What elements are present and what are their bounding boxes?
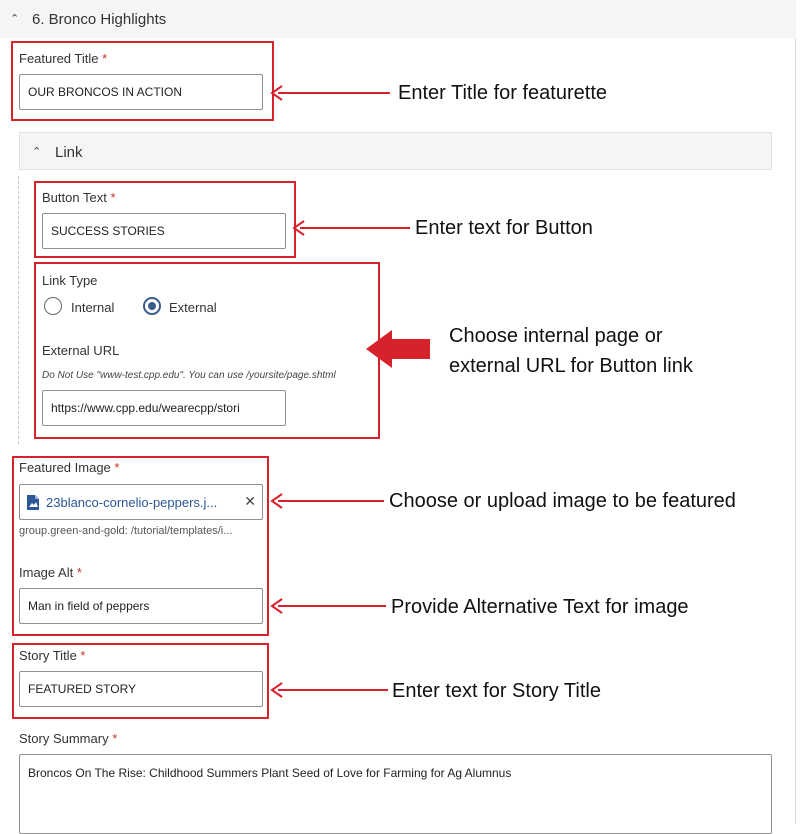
featured-image-field[interactable] [19, 484, 263, 520]
featured-title-input[interactable]: OUR BRONCOS IN ACTION [19, 74, 263, 110]
annotation-featured-image: Choose or upload image to be featured [389, 490, 736, 512]
featured-image-path: group.green-and-gold: /tutorial/templates/i... [19, 525, 233, 537]
button-text-label: Button Text * [42, 190, 116, 205]
arrow-icon [268, 681, 390, 699]
section-title: 6. Bronco Highlights [32, 11, 167, 28]
arrow-icon [290, 219, 412, 237]
radio-external[interactable] [143, 297, 161, 315]
radio-internal-label: Internal [71, 300, 115, 315]
featured-title-label: Featured Title * [19, 51, 108, 66]
image-file-icon [26, 494, 40, 511]
arrow-icon [366, 330, 432, 368]
radio-internal[interactable] [44, 297, 62, 315]
annotation-link-line2: external URL for Button link [449, 355, 693, 377]
annotation-featured-title: Enter Title for featurette [398, 82, 607, 104]
annotation-image-alt: Provide Alternative Text for image [391, 596, 689, 618]
external-url-hint: Do Not Use "www-test.cpp.edu". You can use /yoursite/page.shtml [42, 370, 336, 381]
image-alt-input[interactable]: Man in field of peppers [19, 588, 263, 624]
close-icon[interactable]: ✕ [244, 494, 256, 510]
annotation-story-title: Enter text for Story Title [392, 680, 601, 702]
story-summary-label: Story Summary * [19, 731, 118, 746]
featured-image-file-link[interactable]: 23blanco-cornelio-peppers.j... [46, 494, 218, 510]
image-alt-label: Image Alt * [19, 565, 82, 580]
link-type-label: Link Type [42, 273, 98, 288]
arrow-icon [268, 84, 392, 102]
section-header-bronco-highlights[interactable] [0, 0, 796, 38]
panel-border [795, 38, 796, 824]
external-url-input[interactable]: https://www.cpp.edu/wearecpp/stori [42, 390, 286, 426]
link-panel-title: Link [55, 144, 83, 161]
arrow-icon [268, 492, 386, 510]
story-summary-textarea[interactable]: Broncos On The Rise: Childhood Summers Plant Seed of Love for Farming for Ag Alumnus [19, 754, 772, 834]
arrow-icon [268, 597, 388, 615]
external-url-label: External URL [42, 343, 120, 358]
radio-external-label: External [169, 300, 217, 315]
story-title-input[interactable]: FEATURED STORY [19, 671, 263, 707]
nested-indent-guide [18, 176, 19, 444]
annotation-link-line1: Choose internal page or [449, 325, 663, 347]
chevron-up-icon[interactable]: ⌃ [32, 145, 42, 158]
annotation-button-text: Enter text for Button [415, 217, 593, 239]
story-title-label: Story Title * [19, 648, 86, 663]
chevron-up-icon[interactable]: ⌃ [10, 12, 20, 25]
link-panel-header[interactable] [19, 132, 772, 170]
featured-image-label: Featured Image * [19, 460, 120, 475]
button-text-input[interactable]: SUCCESS STORIES [42, 213, 286, 249]
